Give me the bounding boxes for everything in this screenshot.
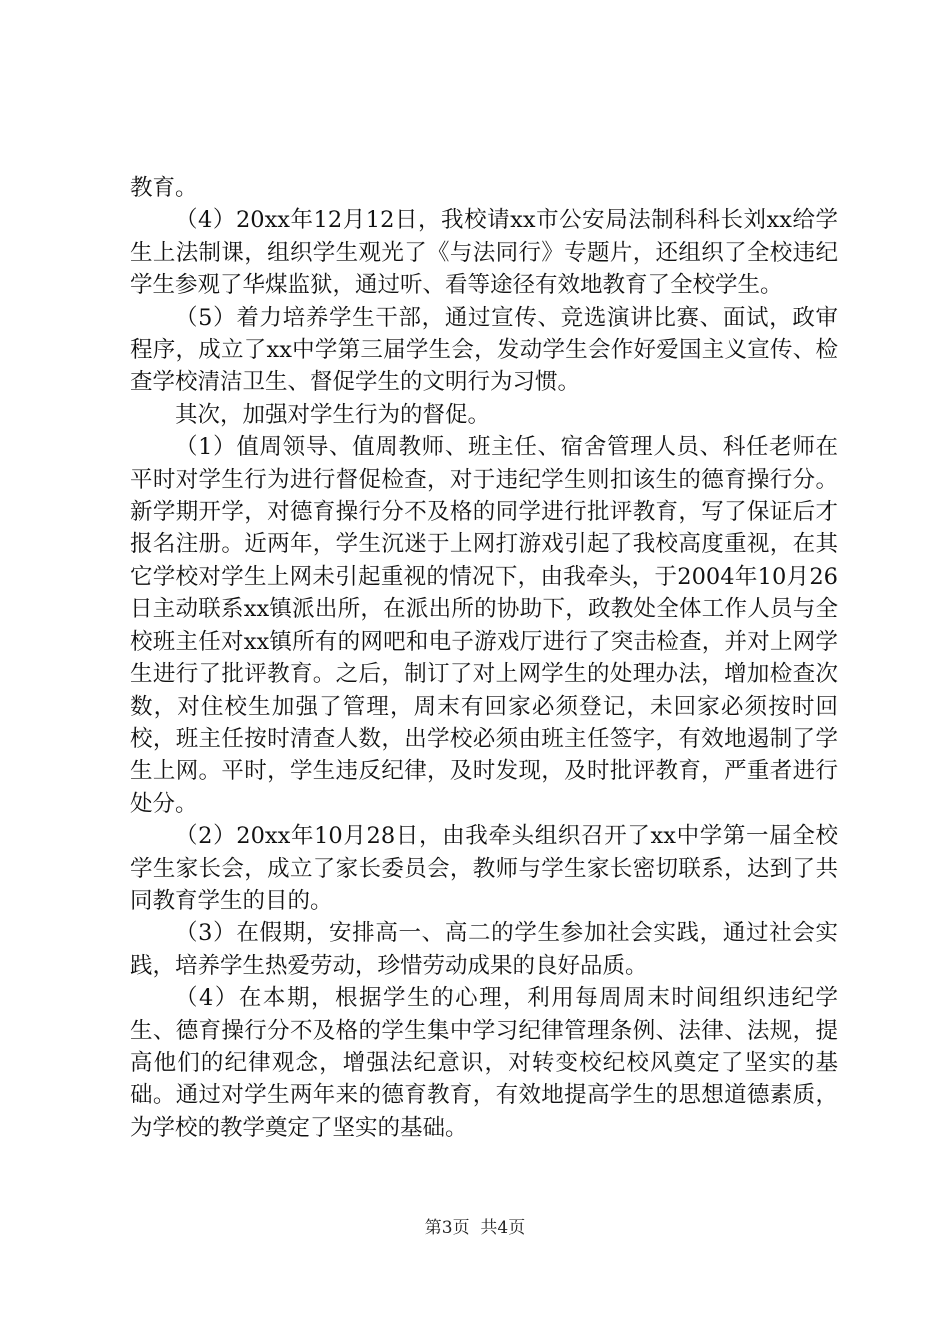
page-number-footer: 第3页 共4页 bbox=[424, 1218, 526, 1238]
paragraph-section-heading: 其次，加强对学生行为的督促。 bbox=[175, 401, 491, 428]
paragraph-item-1-supervision: （1）值周领导、值周教师、班主任、宿舍管理人员、科任老师在平时对学生行为进行督促检查，对于违纪学生则扣该生的德育操行分。新学期开学，对德育操行分不及格的同学进行批评教育，写了保证后才报名注册。近两年，学生沉迷于上网打游戏引起了我校高度重视，在其它学校对学生上网未引起重视的情况下，由我牵头，于2004年10月26日主动联系xx镇派出所，在派出所的协助下，政教处全体工作人员与全校班主任对xx镇所有的网吧和电子游戏厅进行了突击检查，并对上网学生进行了批评教育。之后，制订了对上网学生的处理办法，增加检查次数，对住校生加强了管理，周末有回家必须登记，未回家必须按时回校，班主任按时清查人数，出学校必须由班主任签字，有效地遏制了学生上网。平时，学生违反纪律，及时发现，及时批评教育，严重者进行处分。 bbox=[130, 434, 838, 817]
paragraph-continuation: 教育。 bbox=[130, 175, 198, 201]
paragraph-item-2-parent-meeting: （2）20xx年10月28日，由我牵头组织召开了xx中学第一届全校学生家长会，成立了家长委员会，教师与学生家长密切联系，达到了共同教育学生的目的。 bbox=[130, 823, 838, 914]
paragraph-item-3-social-practice: （3）在假期，安排高一、高二的学生参加社会实践，通过社会实践，培养学生热爱劳动，珍惜劳动成果的良好品质。 bbox=[130, 920, 838, 979]
paragraph-item-5-student-union: （5）着力培养学生干部，通过宣传、竞选演讲比赛、面试，政审程序，成立了xx中学第三届学生会，发动学生会作好爱国主义宣传、检查学校清洁卫生、督促学生的文明行为习惯。 bbox=[130, 304, 838, 396]
paragraph-item-4-legal-education: （4）20xx年12月12日，我校请xx市公安局法制科科长刘xx给学生上法制课，组织学生观光了《与法同行》专题片，还组织了全校违纪学生参观了华煤监狱，通过听、看等途径有效地教育了全校学生。 bbox=[130, 207, 838, 299]
document-body bbox=[130, 172, 838, 1144]
paragraph-item-4-discipline-study: （4）在本期，根据学生的心理，利用每周周末时间组织违纪学生、德育操行分不及格的学生集中学习纪律管理条例、法律、法规，提高他们的纪律观念，增强法纪意识，对转变校纪校风奠定了坚实的基础。通过对学生两年来的德育教育，有效地提高学生的思想道德素质，为学校的教学奠定了坚实的基础。 bbox=[130, 985, 838, 1141]
